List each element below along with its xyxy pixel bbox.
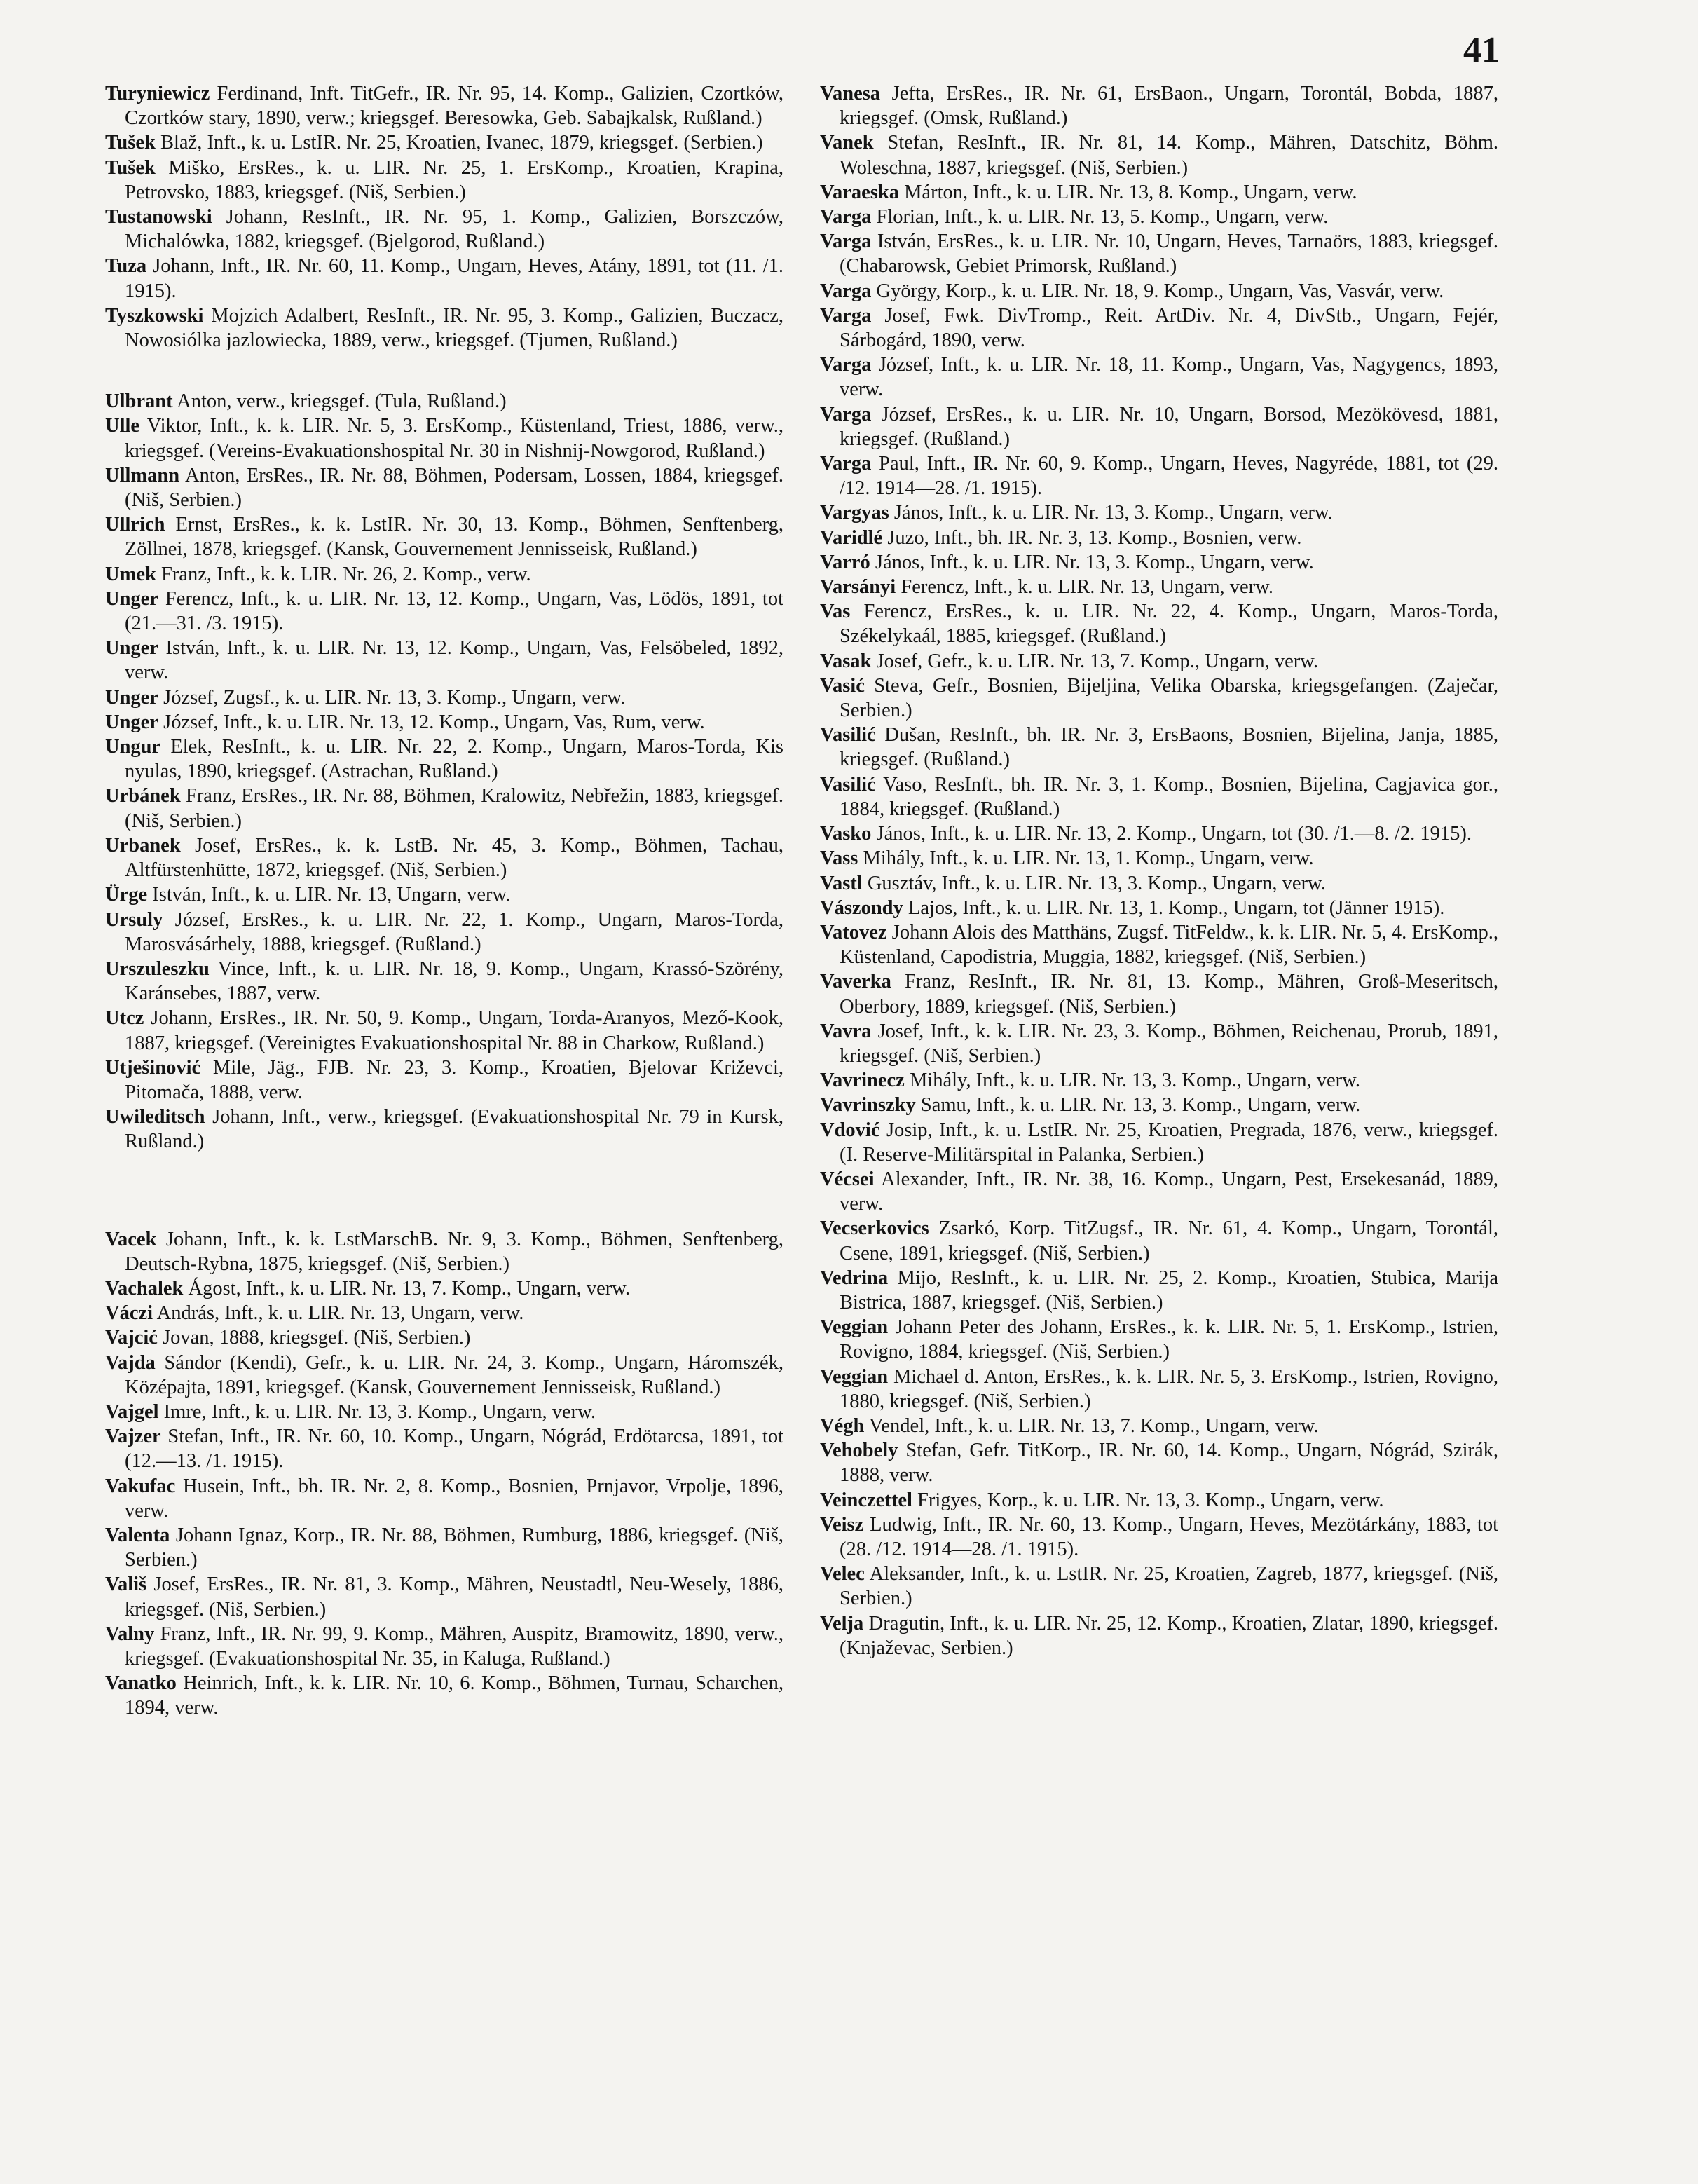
entry-surname: Turyniewicz <box>105 83 210 104</box>
page-number: 41 <box>1463 30 1500 70</box>
register-entry <box>105 1523 783 1572</box>
register-entry <box>105 1400 783 1424</box>
entry-details: Juzo, Inft., bh. IR. Nr. 3, 13. Komp., Bosnien, verw. <box>887 526 1302 549</box>
entry-details: István, Inft., k. u. LIR. Nr. 13, 12. Komp., Ungarn, Vas, Felsöbeled, 1892, verw. <box>125 637 784 684</box>
register-entry <box>105 710 783 735</box>
register-entry <box>105 463 783 512</box>
entry-details: István, ErsRes., k. u. LIR. Nr. 10, Ungarn, Heves, Tarnaörs, 1883, kriegsgef. (Chabarowsk, Gebiet Primorsk, Rußland.) <box>840 231 1499 278</box>
entry-surname: Varga <box>820 403 872 425</box>
entry-details: Frigyes, Korp., k. u. LIR. Nr. 13, 3. Komp., Ungarn, verw. <box>917 1489 1384 1511</box>
entry-surname: Végh <box>820 1414 865 1437</box>
register-entry <box>820 1093 1498 1117</box>
entry-surname: Vedrina <box>820 1267 889 1289</box>
entry-surname: Vajcić <box>105 1327 158 1349</box>
register-entry <box>820 649 1498 674</box>
entry-surname: Tustanowski <box>105 206 212 228</box>
entry-details: Mijo, ResInft., k. u. LIR. Nr. 25, 2. Komp., Kroatien, Stubica, Marija Bistrica, 1887, kriegsgef. (Niš, Serbien.) <box>840 1267 1498 1313</box>
register-entry <box>820 303 1498 353</box>
entry-details: Ernst, ErsRes., k. k. LstIR. Nr. 30, 13. Komp., Böhmen, Senftenberg, Zöllnei, 1878, kriegsgef. (Kansk, Gouvernement Jennisseisk, Rußland.) <box>125 514 783 561</box>
entry-details: Elek, ResInft., k. u. LIR. Nr. 22, 2. Komp., Ungarn, Maros-Torda, Kis nyulas, 1890, kriegsgef. (Astrachan, Rußland.) <box>125 736 784 783</box>
register-entry <box>820 1562 1498 1611</box>
entry-surname: Vavra <box>820 1020 872 1042</box>
register-entry <box>820 180 1498 205</box>
entry-details: Vaso, ResInft., bh. IR. Nr. 3, 1. Komp., Bosnien, Bijelina, Cagjavica gor., 1884, kriegsgef. (Rußland.) <box>840 773 1498 820</box>
entry-surname: Vavrinecz <box>820 1070 905 1092</box>
register-entry <box>820 1438 1498 1487</box>
entry-details: Mojzich Adalbert, ResInft., IR. Nr. 95, 3. Komp., Galizien, Buczacz, Nowosiólka jazlowiecka, 1889, verw., kriegsgef. (Tjumen, Rußland.) <box>125 304 783 352</box>
entry-surname: Vaverka <box>820 971 891 993</box>
entry-details: Josef, Fwk. DivTromp., Reit. ArtDiv. Nr. 4, DivStb., Ungarn, Fejér, Sárbogárd, 1890, verw. <box>840 304 1498 352</box>
entry-surname: Utješinović <box>105 1056 201 1079</box>
register-entry <box>820 1488 1498 1513</box>
entry-details: András, Inft., k. u. LIR. Nr. 13, Ungarn, verw. <box>156 1302 524 1325</box>
entry-details: József, ErsRes., k. u. LIR. Nr. 22, 1. Komp., Ungarn, Maros-Torda, Marosvásárhely, 1888, kriegsgef. (Rußland.) <box>125 908 784 955</box>
register-entry <box>105 1006 783 1055</box>
entry-surname: Utcz <box>105 1007 144 1030</box>
entry-details: János, Inft., k. u. LIR. Nr. 13, 2. Komp., Ungarn, tot (30. /1.—8. /2. 1915). <box>876 823 1472 845</box>
entry-surname: Vdović <box>820 1119 880 1141</box>
entry-details: Michael d. Anton, ErsRes., k. k. LIR. Nr. 5, 3. ErsKomp., Istrien, Rovigno, 1880, kriegsgef. (Niš, Serbien.) <box>840 1365 1499 1412</box>
entry-details: Johann Alois des Matthäns, Zugsf. TitFeldw., k. k. LIR. Nr. 5, 4. ErsKomp., Küstenland, Capodistria, Muggia, 1882, kriegsgef. (Niš, Serbien.) <box>840 921 1498 969</box>
entry-details: István, Inft., k. u. LIR. Nr. 13, Ungarn, verw. <box>152 884 511 906</box>
entry-details: Josef, ErsRes., IR. Nr. 81, 3. Komp., Mähren, Neustadtl, Neu-Wesely, 1886, kriegsgef. (Niš, Serbien.) <box>125 1574 783 1620</box>
register-entry <box>820 1414 1498 1438</box>
entry-details: Franz, ErsRes., IR. Nr. 88, Böhmen, Kralowitz, Nebřežin, 1883, kriegsgef. (Niš, Serbien.) <box>125 785 783 832</box>
register-entry <box>105 130 783 155</box>
entry-surname: Vécsei <box>820 1168 875 1190</box>
entry-surname: Valny <box>105 1623 155 1645</box>
entry-details: Josef, Inft., k. k. LIR. Nr. 23, 3. Komp., Böhmen, Reichenau, Prorub, 1891, kriegsgef. (Niš, Serbien.) <box>840 1020 1499 1067</box>
entry-details: Alexander, Inft., IR. Nr. 38, 16. Komp., Ungarn, Pest, Ersekesanád, 1889, verw. <box>840 1168 1498 1215</box>
entry-surname: Ulle <box>105 415 140 437</box>
entry-details: Florian, Inft., k. u. LIR. Nr. 13, 5. Komp., Ungarn, verw. <box>876 206 1329 228</box>
register-entry <box>820 500 1498 525</box>
register-entry <box>820 969 1498 1018</box>
register-entry <box>820 402 1498 451</box>
register-entry <box>105 1105 783 1154</box>
entry-details: Jefta, ErsRes., IR. Nr. 61, ErsBaon., Ungarn, Torontál, Bobda, 1887, kriegsgef. (Omsk, Rußland.) <box>840 83 1499 130</box>
entry-details: Vince, Inft., k. u. LIR. Nr. 18, 9. Komp., Ungarn, Krassó-Szörény, Karánsebes, 1887, verw. <box>125 957 783 1005</box>
entry-details: Viktor, Inft., k. k. LIR. Nr. 5, 3. ErsKomp., Küstenland, Triest, 1886, verw., kriegsgef. (Vereins-Evakuationshospital Nr. 30 in Nishnij-Nowgorod, Rußland.) <box>125 415 783 462</box>
entry-surname: Vasilić <box>820 724 876 746</box>
register-entry <box>105 1671 783 1720</box>
entry-details: Blaž, Inft., k. u. LstIR. Nr. 25, Kroatien, Ivanec, 1879, kriegsgef. (Serbien.) <box>160 132 763 154</box>
entry-surname: Vas <box>820 601 851 623</box>
register-entry <box>820 1365 1498 1414</box>
entry-surname: Ullmann <box>105 464 180 486</box>
register-entry <box>820 353 1498 402</box>
register-entry <box>105 587 783 636</box>
entry-details: Josef, ErsRes., k. k. LstB. Nr. 45, 3. Komp., Böhmen, Tachau, Altfürstenhütte, 1872, kriegsgef. (Niš, Serbien.) <box>125 834 784 882</box>
register-entry <box>820 1266 1498 1315</box>
entry-surname: Varga <box>820 231 872 253</box>
entry-surname: Ungur <box>105 736 161 758</box>
register-entry <box>105 1622 783 1671</box>
entry-surname: Umek <box>105 563 156 585</box>
register-entry <box>105 156 783 205</box>
entry-details: György, Korp., k. u. LIR. Nr. 18, 9. Komp., Ungarn, Vas, Vasvár, verw. <box>876 280 1444 302</box>
register-entry <box>105 1276 783 1301</box>
entry-surname: Vacek <box>105 1228 157 1250</box>
register-entry <box>820 674 1498 723</box>
register-entry <box>820 575 1498 599</box>
register-entry <box>105 512 783 561</box>
entry-details: János, Inft., k. u. LIR. Nr. 13, 3. Komp., Ungarn, verw. <box>893 502 1333 524</box>
entry-surname: Tušek <box>105 156 156 179</box>
entry-details: János, Inft., k. u. LIR. Nr. 13, 3. Komp., Ungarn, verw. <box>875 551 1314 573</box>
register-entry <box>820 846 1498 871</box>
entry-details: Jovan, 1888, kriegsgef. (Niš, Serbien.) <box>163 1327 471 1349</box>
register-entry <box>820 1611 1498 1660</box>
entry-surname: Tušek <box>105 132 156 154</box>
register-entry <box>105 1572 783 1621</box>
entry-surname: Urszuleszku <box>105 957 210 980</box>
entry-surname: Vargyas <box>820 502 889 524</box>
entry-details: Ferencz, Inft., k. u. LIR. Nr. 13, Ungarn, verw. <box>901 576 1273 599</box>
entry-details: Gusztáv, Inft., k. u. LIR. Nr. 13, 3. Komp., Ungarn, verw. <box>867 872 1326 894</box>
right-column <box>820 81 1498 1660</box>
register-entry <box>105 1424 783 1473</box>
register-entry <box>820 81 1498 130</box>
entry-details: Johann, ResInft., IR. Nr. 95, 1. Komp., Galizien, Borszczów, Michalówka, 1882, kriegsgef. (Bjelgorod, Rußland.) <box>125 206 784 253</box>
entry-surname: Vajgel <box>105 1400 159 1423</box>
register-entry <box>105 205 783 254</box>
section-gap <box>105 353 783 389</box>
entry-surname: Unger <box>105 711 158 733</box>
register-entry <box>105 389 783 414</box>
register-entry <box>820 451 1498 500</box>
register-entry <box>820 1216 1498 1265</box>
register-entry <box>105 81 783 130</box>
entry-surname: Varga <box>820 354 872 376</box>
entry-surname: Varga <box>820 453 872 475</box>
entry-details: Ágost, Inft., k. u. LIR. Nr. 13, 7. Komp., Ungarn, verw. <box>188 1277 631 1299</box>
entry-details: Dušan, ResInft., bh. IR. Nr. 3, ErsBaons, Bosnien, Bijelina, Janja, 1885, kriegsgef. (Rußland.) <box>840 724 1499 771</box>
entry-surname: Urbánek <box>105 785 181 807</box>
entry-surname: Varga <box>820 206 872 228</box>
register-entry <box>820 772 1498 821</box>
entry-surname: Ursuly <box>105 908 163 931</box>
entry-surname: Varga <box>820 280 872 302</box>
entry-details: Johann, ErsRes., IR. Nr. 50, 9. Komp., Ungarn, Torda-Aranyos, Mező-Kook, 1887, kriegsgef. (Vereinigtes Evakuationshospital Nr. 88 in Charkow, Rußland.) <box>125 1007 784 1054</box>
register-entry <box>105 254 783 303</box>
register-entry <box>820 279 1498 303</box>
entry-surname: Vasilić <box>820 773 876 796</box>
register-entry <box>820 205 1498 229</box>
entry-surname: Vasić <box>820 674 865 697</box>
register-entry <box>820 229 1498 278</box>
register-entry <box>820 1167 1498 1216</box>
entry-details: Heinrich, Inft., k. k. LIR. Nr. 10, 6. Komp., Böhmen, Turnau, Scharchen, 1894, verw. <box>125 1672 783 1719</box>
register-entry <box>105 414 783 463</box>
entry-surname: Unger <box>105 686 158 709</box>
entry-details: Ferencz, ErsRes., k. u. LIR. Nr. 22, 4. Komp., Ungarn, Maros-Torda, Székelykaál, 1885, kriegsgef. (Rußland.) <box>840 601 1498 648</box>
entry-details: József, Inft., k. u. LIR. Nr. 13, 12. Komp., Ungarn, Vas, Rum, verw. <box>163 711 705 733</box>
entry-details: Zsarkó, Korp. TitZugsf., IR. Nr. 61, 4. Komp., Ungarn, Torontál, Csene, 1891, kriegsgef. (Niš, Serbien.) <box>840 1217 1499 1264</box>
entry-surname: Vanek <box>820 132 874 154</box>
entry-surname: Varga <box>820 304 872 327</box>
entry-details: József, Zugsf., k. u. LIR. Nr. 13, 3. Komp., Ungarn, verw. <box>163 686 626 709</box>
register-entry <box>820 821 1498 846</box>
register-entry <box>820 526 1498 550</box>
entry-surname: Unger <box>105 637 158 660</box>
register-entry <box>105 1056 783 1105</box>
entry-details: Paul, Inft., IR. Nr. 60, 9. Komp., Ungarn, Heves, Nagyréde, 1881, tot (29. /12. 1914—28. /1. 1915). <box>840 453 1498 500</box>
entry-details: Aleksander, Inft., k. u. LstIR. Nr. 25, Kroatien, Zagreb, 1877, kriegsgef. (Niš, Serbien.) <box>840 1563 1498 1610</box>
register-entry <box>105 685 783 710</box>
entry-details: Imre, Inft., k. u. LIR. Nr. 13, 3. Komp., Ungarn, verw. <box>163 1400 596 1423</box>
register-entry <box>820 1019 1498 1068</box>
entry-surname: Unger <box>105 587 158 610</box>
section-gap <box>105 1154 783 1227</box>
entry-surname: Vasko <box>820 823 872 845</box>
register-entry <box>820 130 1498 179</box>
entry-details: Johann, Inft., k. k. LstMarschB. Nr. 9, 3. Komp., Böhmen, Senftenberg, Deutsch-Rybna, 1875, kriegsgef. (Niš, Serbien.) <box>125 1228 784 1275</box>
entry-details: Franz, Inft., IR. Nr. 99, 9. Komp., Mähren, Auspitz, Bramowitz, 1890, verw., kriegsgef. (Evakuationshospital Nr. 35, in Kaluga, Rußland.) <box>125 1623 783 1670</box>
register-entry <box>820 550 1498 575</box>
entry-details: Dragutin, Inft., k. u. LIR. Nr. 25, 12. Komp., Kroatien, Zlatar, 1890, kriegsgef. (Knjaževac, Serbien.) <box>840 1612 1499 1659</box>
register-entry <box>105 833 783 882</box>
entry-surname: Vasak <box>820 650 872 672</box>
register-entry <box>105 784 783 833</box>
register-entry <box>820 1315 1498 1364</box>
entry-surname: Vajzer <box>105 1426 161 1448</box>
register-entry <box>820 920 1498 969</box>
register-entry <box>105 882 783 907</box>
entry-details: Johann Ignaz, Korp., IR. Nr. 88, Böhmen, Rumburg, 1886, kriegsgef. (Niš, Serbien.) <box>125 1524 783 1571</box>
entry-details: Stefan, Inft., IR. Nr. 60, 10. Komp., Ungarn, Nógrád, Erdötarcsa, 1891, tot (12.—13. /1. 1915). <box>125 1426 783 1473</box>
entry-surname: Vavrinszky <box>820 1094 916 1117</box>
entry-surname: Vanatko <box>105 1672 177 1695</box>
entry-details: Franz, ResInft., IR. Nr. 81, 13. Komp., Mähren, Groß-Meseritsch, Oberbory, 1889, kriegsgef. (Niš, Serbien.) <box>840 971 1498 1018</box>
entry-surname: Varsányi <box>820 576 896 599</box>
entry-surname: Vass <box>820 847 858 870</box>
entry-details: Stefan, ResInft., IR. Nr. 81, 14. Komp., Mähren, Datschitz, Böhm. Woleschna, 1887, kriegsgef. (Niš, Serbien.) <box>840 132 1498 179</box>
entry-details: Mile, Jäg., FJB. Nr. 23, 3. Komp., Kroatien, Bjelovar Križevci, Pitomača, 1888, verw. <box>125 1056 783 1103</box>
entry-details: Johann, Inft., verw., kriegsgef. (Evakuationshospital Nr. 79 in Kursk, Rußland.) <box>125 1106 783 1153</box>
entry-details: Mihály, Inft., k. u. LIR. Nr. 13, 3. Komp., Ungarn, verw. <box>909 1070 1360 1092</box>
entry-surname: Ullrich <box>105 514 165 536</box>
register-entry <box>105 1227 783 1276</box>
entry-surname: Vatovez <box>820 921 887 943</box>
entry-details: Anton, verw., kriegsgef. (Tula, Rußland.) <box>177 390 507 413</box>
register-entry <box>820 599 1498 648</box>
entry-surname: Vališ <box>105 1574 147 1596</box>
register-entry <box>105 636 783 685</box>
register-entry <box>105 957 783 1006</box>
entry-details: Sándor (Kendi), Gefr., k. u. LIR. Nr. 24, 3. Komp., Ungarn, Háromszék, Középajta, 1891, kriegsgef. (Kansk, Gouvernement Jennisseisk, Rußland.) <box>125 1351 783 1398</box>
entry-details: Mihály, Inft., k. u. LIR. Nr. 13, 1. Komp., Ungarn, verw. <box>863 847 1314 870</box>
register-entry <box>820 723 1498 772</box>
entry-surname: Veggian <box>820 1365 889 1388</box>
register-entry <box>105 1301 783 1325</box>
entry-surname: Uwileditsch <box>105 1106 205 1128</box>
entry-details: Johann, Inft., IR. Nr. 60, 11. Komp., Ungarn, Heves, Atány, 1891, tot (11. /1. 1915). <box>125 255 783 302</box>
register-entry <box>105 908 783 957</box>
entry-surname: Veggian <box>820 1316 889 1339</box>
entry-surname: Ürge <box>105 884 148 906</box>
entry-details: Samu, Inft., k. u. LIR. Nr. 13, 3. Komp., Ungarn, verw. <box>920 1094 1361 1117</box>
register-entry <box>820 1118 1498 1167</box>
entry-details: Johann Peter des Johann, ErsRes., k. k. LIR. Nr. 5, 1. ErsKomp., Istrien, Rovigno, 1884, kriegsgef. (Niš, Serbien.) <box>840 1316 1499 1363</box>
entry-surname: Varró <box>820 551 870 573</box>
entry-surname: Vanesa <box>820 83 881 104</box>
register-entry <box>105 562 783 587</box>
register-entry <box>105 1325 783 1350</box>
entry-surname: Veinczettel <box>820 1489 912 1511</box>
entry-details: Josef, Gefr., k. u. LIR. Nr. 13, 7. Komp., Ungarn, verw. <box>876 650 1319 672</box>
entry-surname: Tuza <box>105 255 147 278</box>
entry-details: Miško, ErsRes., k. u. LIR. Nr. 25, 1. ErsKomp., Kroatien, Krapina, Petrovsko, 1883, kriegsgef. (Niš, Serbien.) <box>125 156 784 203</box>
register-entry <box>820 1068 1498 1093</box>
entry-surname: Varidlé <box>820 526 883 549</box>
entry-details: Stefan, Gefr. TitKorp., IR. Nr. 60, 14. Komp., Ungarn, Nógrád, Szirák, 1888, verw. <box>840 1440 1498 1487</box>
entry-details: Vendel, Inft., k. u. LIR. Nr. 13, 7. Komp., Ungarn, verw. <box>868 1414 1319 1437</box>
entry-surname: Vecserkovics <box>820 1217 929 1240</box>
register-entry <box>820 871 1498 896</box>
entry-surname: Vajda <box>105 1351 156 1374</box>
register-entry <box>820 1513 1498 1562</box>
entry-surname: Vászondy <box>820 896 903 919</box>
entry-details: Ferencz, Inft., k. u. LIR. Nr. 13, 12. Komp., Ungarn, Vas, Lödös, 1891, tot (21.—31. /3. 1915). <box>125 587 783 635</box>
entry-details: Josip, Inft., k. u. LstIR. Nr. 25, Kroatien, Pregrada, 1876, verw., kriegsgef. (I. Reserve-Militärspital in Palanka, Serbien.) <box>840 1119 1498 1166</box>
register-entry <box>820 896 1498 920</box>
entry-surname: Vachalek <box>105 1277 184 1299</box>
register-entry <box>105 735 783 784</box>
entry-surname: Urbanek <box>105 834 181 856</box>
entry-details: Márton, Inft., k. u. LIR. Nr. 13, 8. Komp., Ungarn, verw. <box>904 181 1357 203</box>
entry-details: Franz, Inft., k. k. LIR. Nr. 26, 2. Komp., verw. <box>160 563 531 585</box>
entry-surname: Varaeska <box>820 181 899 203</box>
entry-surname: Váczi <box>105 1302 153 1325</box>
entry-surname: Valenta <box>105 1524 170 1546</box>
entry-surname: Ulbrant <box>105 390 173 413</box>
entry-surname: Veisz <box>820 1513 864 1536</box>
entry-surname: Vastl <box>820 872 863 894</box>
register-entry <box>105 1351 783 1400</box>
left-column <box>105 81 783 1721</box>
entry-surname: Tyszkowski <box>105 304 204 327</box>
entry-details: Husein, Inft., bh. IR. Nr. 2, 8. Komp., Bosnien, Prnjavor, Vrpolje, 1896, verw. <box>125 1475 784 1522</box>
entry-details: József, Inft., k. u. LIR. Nr. 18, 11. Komp., Ungarn, Vas, Nagygencs, 1893, verw. <box>840 354 1499 401</box>
entry-details: Anton, ErsRes., IR. Nr. 88, Böhmen, Podersam, Lossen, 1884, kriegsgef. (Niš, Serbien.) <box>125 464 784 512</box>
entry-details: Ludwig, Inft., IR. Nr. 60, 13. Komp., Ungarn, Heves, Mezötárkány, 1883, tot (28. /12. 1914—28. /1. 1915). <box>840 1513 1498 1560</box>
entry-details: Steva, Gefr., Bosnien, Bijeljina, Velika Obarska, kriegsgefangen. (Zaječar, Serbien.) <box>840 674 1498 722</box>
entry-details: Ferdinand, Inft. TitGefr., IR. Nr. 95, 14. Komp., Galizien, Czortków, Czortków stary, 1890, verw.; kriegsgef. Beresowka, Geb. Sabajkalsk, Rußland.) <box>125 83 783 130</box>
entry-surname: Velja <box>820 1612 864 1634</box>
entry-surname: Vakufac <box>105 1475 176 1497</box>
entry-details: József, ErsRes., k. u. LIR. Nr. 10, Ungarn, Borsod, Mezökövesd, 1881, kriegsgef. (Rußland.) <box>840 403 1498 450</box>
entry-details: Lajos, Inft., k. u. LIR. Nr. 13, 1. Komp., Ungarn, tot (Jänner 1915). <box>908 896 1445 919</box>
register-entry <box>105 303 783 353</box>
register-entry <box>105 1474 783 1523</box>
entry-surname: Velec <box>820 1563 865 1585</box>
entry-surname: Vehobely <box>820 1440 898 1462</box>
